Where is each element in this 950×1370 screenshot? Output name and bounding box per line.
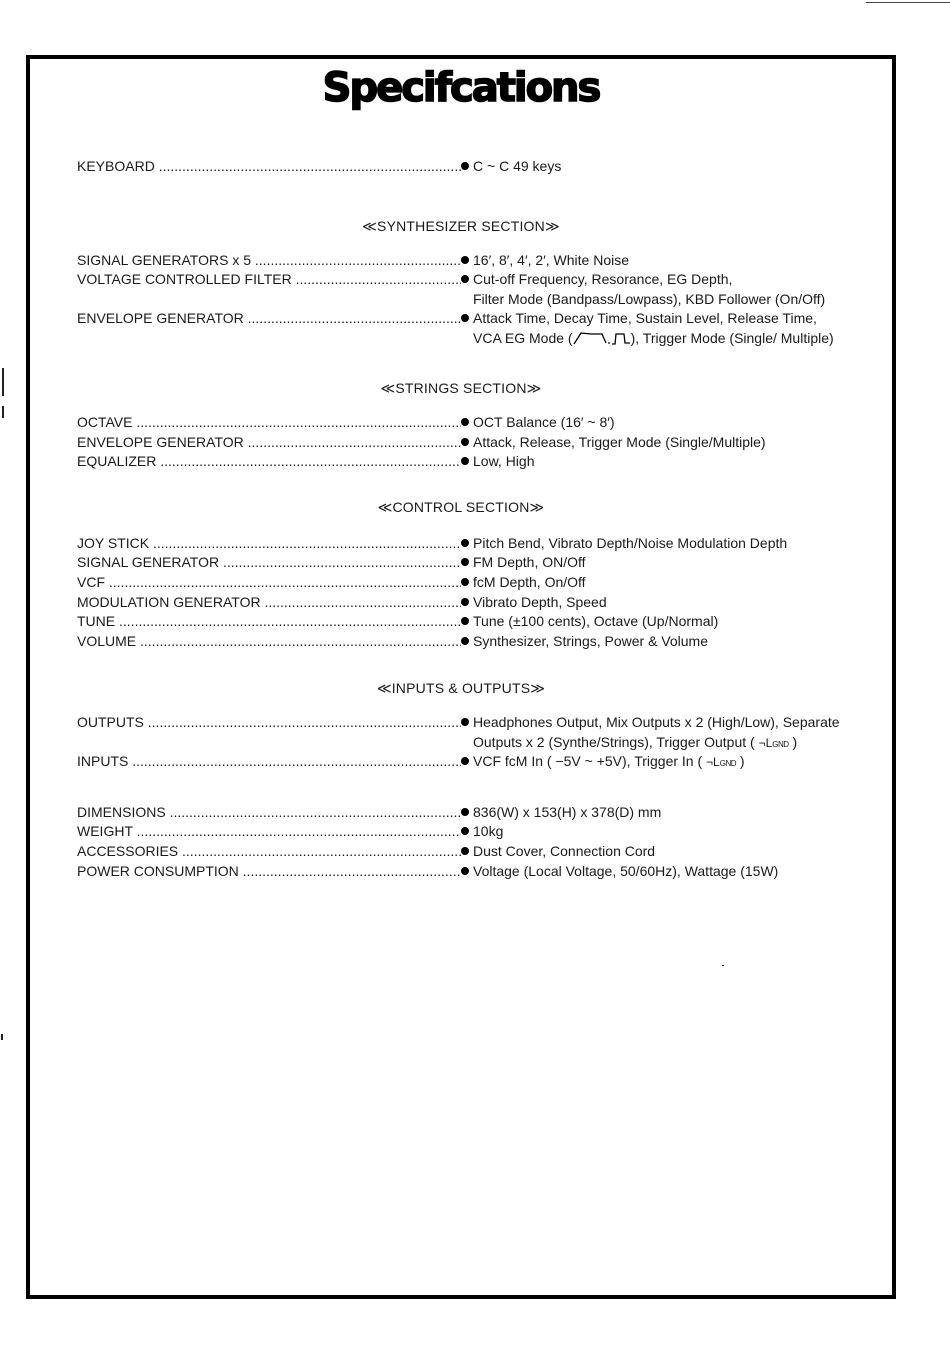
spec-value: Headphones Output, Mix Outputs x 2 (High/Low), Separate: [473, 714, 840, 730]
spec-label: VOLTAGE CONTROLLED FILTER .....: [77, 269, 461, 289]
spec-label: VOLUME .....: [77, 631, 461, 651]
inputs-close: ): [739, 753, 745, 769]
spec-label: OCTAVE .....: [77, 412, 461, 432]
bullet-icon: [461, 438, 469, 446]
spec-value: FM Depth, ON/Off: [473, 554, 586, 570]
spec-label: VCF .....: [77, 572, 461, 592]
spec-label: POWER CONSUMPTION .....: [77, 861, 461, 881]
gnd-label: GND: [719, 759, 736, 768]
section-heading-synthesizer: ≪SYNTHESIZER SECTION≫: [362, 218, 560, 234]
spec-value: 16′, 8′, 4′, 2′, White Noise: [473, 252, 630, 268]
spec-label: JOY STICK .....: [77, 533, 461, 553]
section-heading-inputs-outputs: ≪INPUTS & OUTPUTS≫: [376, 680, 546, 696]
spec-value: Synthesizer, Strings, Power & Volume: [473, 633, 708, 649]
spec-value: fcM Depth, On/Off: [473, 574, 586, 590]
spec-label: DIMENSIONS .....: [77, 802, 461, 822]
bullet-icon: [461, 718, 469, 726]
bullet-icon: [461, 558, 469, 566]
gnd-label: GND: [772, 740, 789, 749]
spec-value: Pitch Bend, Vibrato Depth/Noise Modulation Depth: [473, 535, 788, 551]
bullet-icon: [461, 827, 469, 835]
section-heading-control: ≪CONTROL SECTION≫: [377, 499, 545, 515]
spec-label: ENVELOPE GENERATOR .....: [77, 308, 461, 328]
spec-label: SIGNAL GENERATORS x 5 .....: [77, 250, 461, 270]
spec-value: Attack Time, Decay Time, Sustain Level, Release Time,: [473, 310, 817, 326]
spec-value: Vibrato Depth, Speed: [473, 594, 607, 610]
bullet-icon: [461, 617, 469, 625]
page-title: Specifcations: [322, 65, 600, 111]
bullet-icon: [461, 539, 469, 547]
spec-label: SIGNAL GENERATOR .....: [77, 552, 461, 572]
spec-value: Dust Cover, Connection Cord: [473, 843, 656, 859]
spec-label: EQUALIZER .....: [77, 451, 461, 471]
bullet-icon: [461, 275, 469, 283]
spec-label: MODULATION GENERATOR .....: [77, 592, 461, 612]
outputs-close: ): [792, 734, 798, 750]
trigger-mode-text: ), Trigger Mode (Single/ Multiple): [630, 330, 834, 346]
spec-value: Low, High: [473, 453, 535, 469]
bullet-icon: [461, 314, 469, 322]
bullet-icon: [461, 418, 469, 426]
envelope-waveform-icon: [573, 331, 631, 345]
spec-value: Voltage (Local Voltage, 50/60Hz), Wattage (15W): [473, 863, 779, 879]
inputs-text: VCF fcM In ( −5V ~ +5V), Trigger In (: [473, 753, 703, 769]
bullet-icon: [461, 757, 469, 765]
spec-value: OCT Balance (16′ ~ 8′): [473, 414, 615, 430]
spec-value: C ~ C 49 keys: [473, 158, 562, 174]
spec-label: KEYBOARD .....: [77, 156, 461, 176]
spec-label: INPUTS .....: [77, 751, 461, 771]
bullet-icon: [461, 578, 469, 586]
bullet-icon: [461, 847, 469, 855]
bullet-icon: [461, 808, 469, 816]
spec-value: Attack, Release, Trigger Mode (Single/Multiple): [473, 434, 766, 450]
spec-value: 10kg: [473, 823, 504, 839]
spec-value-continuation: [473, 328, 834, 348]
margin-mark: [1, 1034, 3, 1040]
margin-mark: [2, 368, 4, 396]
spec-label: ACCESSORIES .....: [77, 841, 461, 861]
bullet-icon: [461, 867, 469, 875]
bullet-icon: [461, 256, 469, 264]
paper-speck: [722, 965, 724, 966]
top-edge-rule: [866, 2, 950, 3]
spec-label: ENVELOPE GENERATOR .....: [77, 432, 461, 452]
spec-value: Cut-off Frequency, Resorance, EG Depth,: [473, 271, 733, 287]
spec-label: WEIGHT .....: [77, 821, 461, 841]
spec-value-continuation: Filter Mode (Bandpass/Lowpass), KBD Follower (On/Off): [473, 291, 826, 307]
spec-value: Tune (±100 cents), Octave (Up/Normal): [473, 613, 719, 629]
trigger-symbol-icon: ¬L: [706, 755, 720, 769]
spec-value: [473, 751, 745, 774]
bullet-icon: [461, 598, 469, 606]
spec-frame: [26, 55, 896, 1299]
spec-value: 836(W) x 153(H) x 378(D) mm: [473, 804, 662, 820]
margin-mark: [2, 406, 4, 418]
vca-mode-text: VCA EG Mode (: [473, 330, 573, 346]
outputs-text: Outputs x 2 (Synthe/Strings), Trigger Output (: [473, 734, 755, 750]
bullet-icon: [461, 457, 469, 465]
spec-label: TUNE .....: [77, 611, 461, 631]
bullet-icon: [461, 637, 469, 645]
section-heading-strings: ≪STRINGS SECTION≫: [380, 380, 542, 396]
bullet-icon: [461, 162, 469, 170]
spec-label: OUTPUTS .....: [77, 712, 461, 732]
trigger-symbol-icon: ¬L: [758, 736, 773, 750]
